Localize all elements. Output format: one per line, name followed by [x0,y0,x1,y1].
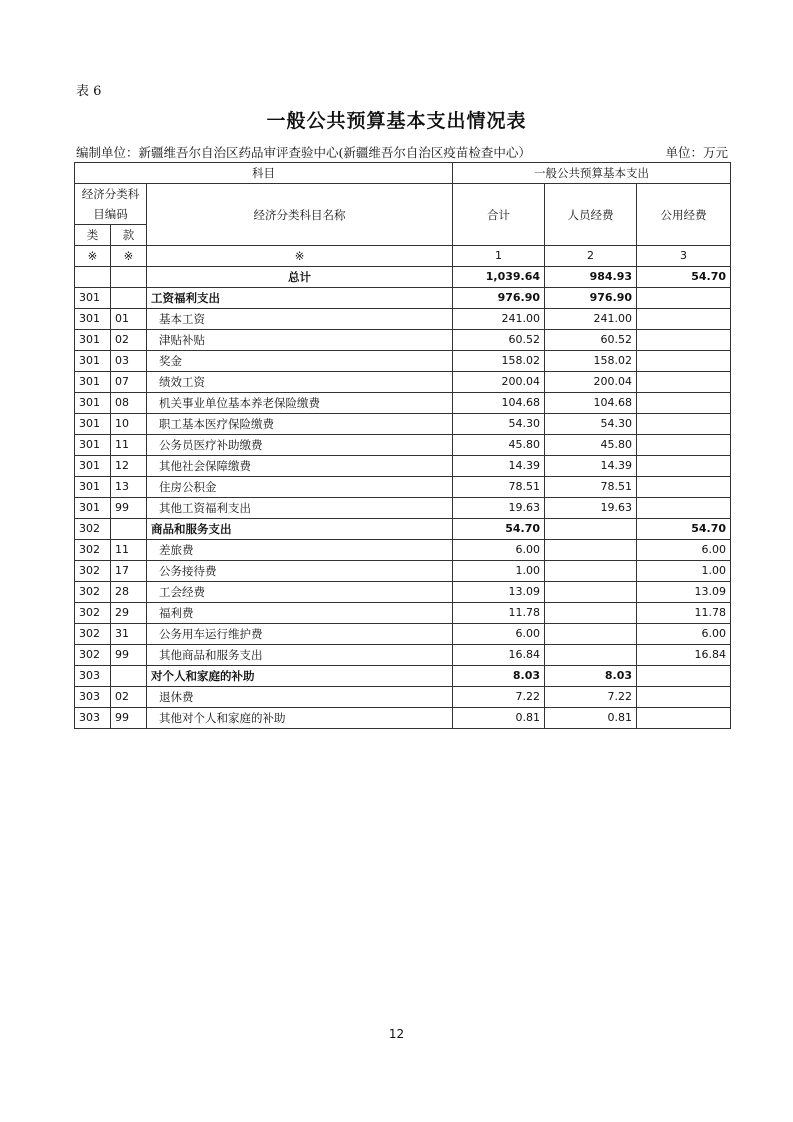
item-name-cell: 其他对个人和家庭的补助 [147,708,453,729]
personnel-cell [545,519,637,540]
personnel-cell: 14.39 [545,456,637,477]
public-cell [637,435,731,456]
public-cell [637,708,731,729]
item-name-cell: 其他工资福利支出 [147,498,453,519]
table-row [75,666,731,687]
public-cell: 6.00 [637,624,731,645]
item-name-cell: 差旅费 [147,540,453,561]
personnel-cell: 45.80 [545,435,637,456]
item-name-cell: 机关事业单位基本养老保险缴费 [147,393,453,414]
personnel-cell: 8.03 [545,666,637,687]
total-row [75,267,731,288]
total-cell: 7.22 [453,687,545,708]
total-cell: 200.04 [453,372,545,393]
lei-cell: 302 [75,645,111,666]
total-cell: 14.39 [453,456,545,477]
total-cell: 60.52 [453,330,545,351]
total-cell: 54.30 [453,414,545,435]
table-row [75,414,731,435]
table-row [75,456,731,477]
lei-cell: 301 [75,393,111,414]
personnel-cell: 78.51 [545,477,637,498]
table-row [75,624,731,645]
public-cell: 13.09 [637,582,731,603]
total-cell: 241.00 [453,309,545,330]
total-cell: 13.09 [453,582,545,603]
table-row [75,687,731,708]
org-label: 编制单位：新疆维吾尔自治区药品审评查验中心(新疆维吾尔自治区疫苗检查中心） [76,145,531,160]
public-cell [637,330,731,351]
personnel-cell [545,582,637,603]
public-cell [637,687,731,708]
lei-cell: 302 [75,582,111,603]
lei-cell: 302 [75,519,111,540]
total-cell: 16.84 [453,645,545,666]
item-name-cell: 公务员医疗补助缴费 [147,435,453,456]
lei-cell: 302 [75,624,111,645]
budget-table [74,162,731,729]
personnel-cell: 104.68 [545,393,637,414]
total-cell: 158.02 [453,351,545,372]
personnel-cell: 0.81 [545,708,637,729]
table-row [75,393,731,414]
public-cell [637,498,731,519]
kuan-cell [111,288,147,309]
item-name-cell: 职工基本医疗保险缴费 [147,414,453,435]
total-cell: 19.63 [453,498,545,519]
item-name-cell: 其他社会保障缴费 [147,456,453,477]
personnel-header: 人员经费 [545,184,637,246]
lei-cell: 301 [75,435,111,456]
table-row [75,645,731,666]
table-row [75,477,731,498]
lei-cell: 302 [75,561,111,582]
mark-cell: ※ [147,246,453,267]
table-row [75,519,731,540]
kuan-cell: 99 [111,645,147,666]
public-cell: 11.78 [637,603,731,624]
subject-header: 科目 [75,163,453,184]
lei-cell: 301 [75,309,111,330]
total-personnel: 984.93 [545,267,637,288]
header-row-4 [75,246,731,267]
kuan-cell: 99 [111,708,147,729]
table-row [75,561,731,582]
public-header: 公用经费 [637,184,731,246]
table-row [75,603,731,624]
total-cell: 8.03 [453,666,545,687]
code-group-header: 经济分类科目编码 [75,184,147,225]
kuan-cell: 07 [111,372,147,393]
budget-group-header: 一般公共预算基本支出 [453,163,731,184]
kuan-cell: 02 [111,687,147,708]
lei-cell: 303 [75,687,111,708]
kuan-cell: 31 [111,624,147,645]
page-title: 一般公共预算基本支出情况表 [266,110,527,132]
lei-cell: 301 [75,330,111,351]
table-row [75,288,731,309]
table-row [75,540,731,561]
total-cell: 54.70 [453,519,545,540]
lei-cell: 301 [75,372,111,393]
public-cell [637,666,731,687]
public-cell [637,393,731,414]
total-cell: 104.68 [453,393,545,414]
total-cell: 11.78 [453,603,545,624]
item-name-cell: 住房公积金 [147,477,453,498]
total-cell: 976.90 [453,288,545,309]
item-name-cell: 奖金 [147,351,453,372]
public-cell [637,288,731,309]
name-header: 经济分类科目名称 [147,184,453,246]
total-cell: 1.00 [453,561,545,582]
personnel-cell: 7.22 [545,687,637,708]
index-cell: 1 [453,246,545,267]
item-name-cell: 工资福利支出 [147,288,453,309]
personnel-cell [545,624,637,645]
mark-cell: ※ [111,246,147,267]
kuan-cell: 13 [111,477,147,498]
index-cell: 2 [545,246,637,267]
total-cell: 78.51 [453,477,545,498]
kuan-cell: 10 [111,414,147,435]
kuan-cell: 17 [111,561,147,582]
item-name-cell: 其他商品和服务支出 [147,645,453,666]
public-cell: 54.70 [637,519,731,540]
lei-cell: 301 [75,414,111,435]
personnel-cell: 241.00 [545,309,637,330]
kuan-cell: 11 [111,540,147,561]
kuan-cell: 99 [111,498,147,519]
personnel-cell: 976.90 [545,288,637,309]
personnel-cell: 54.30 [545,414,637,435]
public-cell [637,372,731,393]
table-row [75,582,731,603]
header-row-2 [75,184,731,225]
public-cell: 1.00 [637,561,731,582]
table-row [75,372,731,393]
total-public: 54.70 [637,267,731,288]
table-row [75,351,731,372]
lei-cell: 302 [75,540,111,561]
lei-cell: 301 [75,351,111,372]
table-row [75,708,731,729]
lei-cell: 302 [75,603,111,624]
kuan-cell: 11 [111,435,147,456]
lei-cell: 301 [75,288,111,309]
personnel-cell: 158.02 [545,351,637,372]
lei-cell: 301 [75,477,111,498]
kuan-cell: 28 [111,582,147,603]
item-name-cell: 商品和服务支出 [147,519,453,540]
page-number: 12 [388,1027,405,1041]
item-name-cell: 福利费 [147,603,453,624]
total-label: 总计 [147,267,453,288]
kuan-header: 款 [111,225,147,246]
personnel-cell [545,645,637,666]
personnel-cell [545,561,637,582]
kuan-cell: 02 [111,330,147,351]
table-tag: 表 6 [76,84,102,99]
unit-label: 单位：万元 [665,145,728,160]
item-name-cell: 基本工资 [147,309,453,330]
item-name-cell: 绩效工资 [147,372,453,393]
total-sum: 1,039.64 [453,267,545,288]
public-cell: 6.00 [637,540,731,561]
total-cell: 0.81 [453,708,545,729]
kuan-cell: 12 [111,456,147,477]
table-row [75,330,731,351]
item-name-cell: 工会经费 [147,582,453,603]
public-cell: 16.84 [637,645,731,666]
personnel-cell: 200.04 [545,372,637,393]
public-cell [637,309,731,330]
lei-cell: 301 [75,498,111,519]
item-name-cell: 公务用车运行维护费 [147,624,453,645]
personnel-cell: 19.63 [545,498,637,519]
total-header: 合计 [453,184,545,246]
table-row [75,435,731,456]
item-name-cell: 津贴补贴 [147,330,453,351]
personnel-cell [545,603,637,624]
kuan-cell: 01 [111,309,147,330]
total-cell: 6.00 [453,624,545,645]
kuan-cell [111,519,147,540]
total-cell: 6.00 [453,540,545,561]
public-cell [637,456,731,477]
kuan-cell: 03 [111,351,147,372]
table-row [75,498,731,519]
total-cell: 45.80 [453,435,545,456]
header-row-1 [75,163,731,184]
item-name-cell: 公务接待费 [147,561,453,582]
lei-cell: 303 [75,708,111,729]
public-cell [637,414,731,435]
kuan-cell: 29 [111,603,147,624]
public-cell [637,477,731,498]
public-cell [637,351,731,372]
mark-cell: ※ [75,246,111,267]
index-cell: 3 [637,246,731,267]
lei-cell: 303 [75,666,111,687]
item-name-cell: 对个人和家庭的补助 [147,666,453,687]
personnel-cell: 60.52 [545,330,637,351]
lei-cell: 301 [75,456,111,477]
personnel-cell [545,540,637,561]
item-name-cell: 退休费 [147,687,453,708]
kuan-cell: 08 [111,393,147,414]
table-row [75,309,731,330]
kuan-cell [111,666,147,687]
lei-header: 类 [75,225,111,246]
